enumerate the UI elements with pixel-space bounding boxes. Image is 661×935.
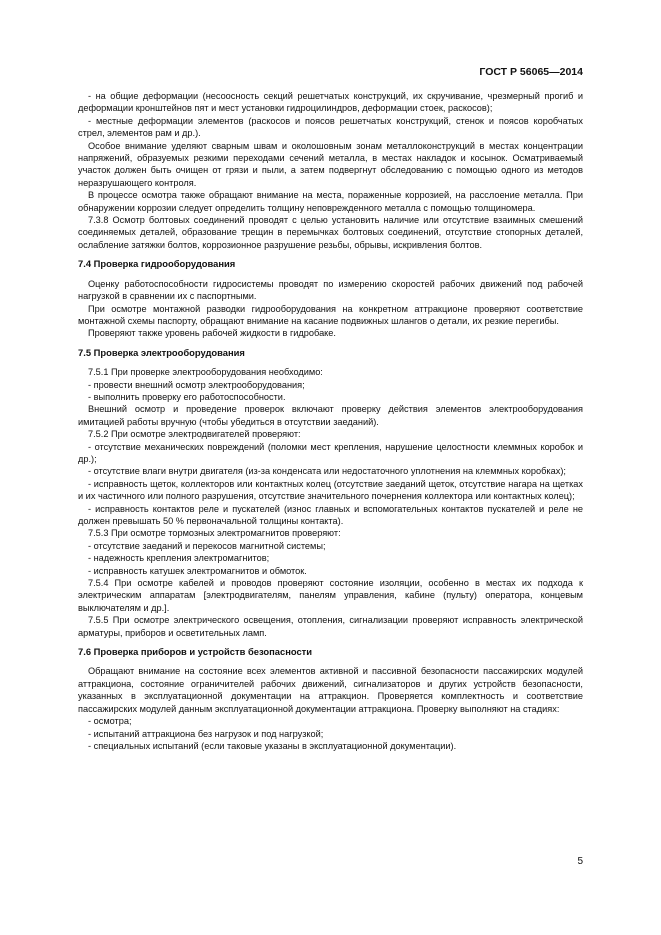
section-heading-7-6: 7.6 Проверка приборов и устройств безопасности <box>78 646 313 658</box>
paragraph: Проверяют также уровень рабочей жидкости в гидробаке. <box>88 328 336 339</box>
list-item: - исправность катушек электромагнитов и обмоток. <box>88 565 307 576</box>
paragraph: 7.5.4 При осмотре кабелей и проводов проверяют состояние изоляции, особенно в местах их подхода к электрическим аппаратам [электродвигателям, панелям управления, кабине (пульту) оператора, концевым выключателям и др.]. <box>78 578 583 613</box>
paragraph: 7.5.1 При проверке электрооборудования необходимо: <box>88 367 323 378</box>
paragraph: Обращают внимание на состояние всех элементов активной и пассивной безопасности пассажирских модулей аттракциона, состояние ограничителей рабочих движений, сигнализаторов и других устройств безопасности, указанных в эксплуатационной документации на аттракцион. Проверяется комплектность и соответствие пассажирских модулей данным эксплуатационной документации аттракциона. Проверку выполняют на стадиях: <box>78 666 583 714</box>
paragraph: Особое внимание уделяют сварным швам и околошовным зонам металлоконструкций в местах концентрации напряжений, образуемых резкими переходами сечений металла, в местах накладок и косынок. Осматриваемый участок должен быть очищен от грязи и пыли, а затем подвергнут обследованию с помощью одного из методов неразрушающего контроля. <box>78 140 583 188</box>
paragraph: При осмотре монтажной разводки гидрооборудования на конкретном аттракционе проверяют соответствие монтажной схемы паспорту, обращают внимание на касание подвижных шлангов о детали, их резкие перегибы. <box>78 303 583 326</box>
paragraph: - на общие деформации (несоосность секций решетчатых конструкций, их скручивание, чрезмерный прогиб и деформации кронштейнов пят и мест установки гидроцилиндров, деформации стоек, раскосов); <box>78 91 583 114</box>
section-heading-7-5: 7.5 Проверка электрооборудования <box>78 346 245 358</box>
list-item: - выполнить проверку его работоспособности. <box>88 391 286 402</box>
list-item: - надежность крепления электромагнитов; <box>88 553 270 564</box>
paragraph: 7.5.3 При осмотре тормозных электромагнитов проверяют: <box>88 528 341 539</box>
list-item: - осмотра; <box>88 716 132 727</box>
paragraph: 7.5.2 При осмотре электродвигателей проверяют: <box>88 429 301 440</box>
list-item: - специальных испытаний (если таковые указаны в эксплуатационной документации). <box>88 740 457 751</box>
section-heading-7-4: 7.4 Проверка гидрооборудования <box>78 258 236 270</box>
document-body <box>78 90 583 752</box>
list-item: - отсутствие заеданий и перекосов магнитной системы; <box>88 540 326 551</box>
paragraph: Оценку работоспособности гидросистемы проводят по измерению скоростей рабочих движений под рабочей нагрузкой в сравнении их с паспортными. <box>78 278 583 302</box>
page-number: 5 <box>577 856 583 867</box>
list-item: - провести внешний осмотр электрооборудования; <box>88 379 305 390</box>
paragraph: 7.5.5 При осмотре электрического освещения, отопления, сигнализации проверяют исправность электрической арматуры, приборов и осветительных ламп. <box>78 615 583 638</box>
paragraph: 7.3.8 Осмотр болтовых соединений проводят с целью установить наличие или отсутствие взаимных смешений соединяемых деталей, образование трещин в перемычках болтовых соединений, отсутствие стопорных деталей, ослабление затяжки болтов, коррозионное разрушение резьбы, обрывы, искривления болтов. <box>78 215 583 250</box>
paragraph: В процессе осмотра также обращают внимание на места, пораженные коррозией, на расслоение металла. При обнаружении коррозии следует определить толщину неповрежденного металла с помощью толщиномера. <box>78 190 583 213</box>
standard-header: ГОСТ Р 56065—2014 <box>479 66 583 78</box>
list-item: - отсутствие механических повреждений (поломки мест крепления, нарушение целостности клеммных коробок и др.); <box>78 441 583 464</box>
paragraph: - местные деформации элементов (раскосов и поясов решетчатых конструкций, стенок и поясов коробчатых стрел, элементов рам и др.). <box>78 115 583 139</box>
list-item: - исправность щеток, коллекторов или контактных колец (отсутствие заеданий щеток, отсутствие нагара на щетках и их частичного или полного разрушения, отсутствие значительного почернения коллектора или контактных колец); <box>78 478 583 502</box>
list-item: - испытаний аттракциона без нагрузок и под нагрузкой; <box>88 728 324 739</box>
paragraph: Внешний осмотр и проведение проверок включают проверку действия элементов электрооборудования имитацией работы вручную (чтобы убедиться в отсутствии заеданий). <box>78 404 583 427</box>
list-item: - отсутствие влаги внутри двигателя (из-за конденсата или недостаточного уплотнения на клеммных коробках); <box>88 466 566 477</box>
list-item: - исправность контактов реле и пускателей (износ главных и вспомогательных контактов пускателей и реле не должен превышать 50 % первоначальной толщины контакта). <box>78 503 583 526</box>
